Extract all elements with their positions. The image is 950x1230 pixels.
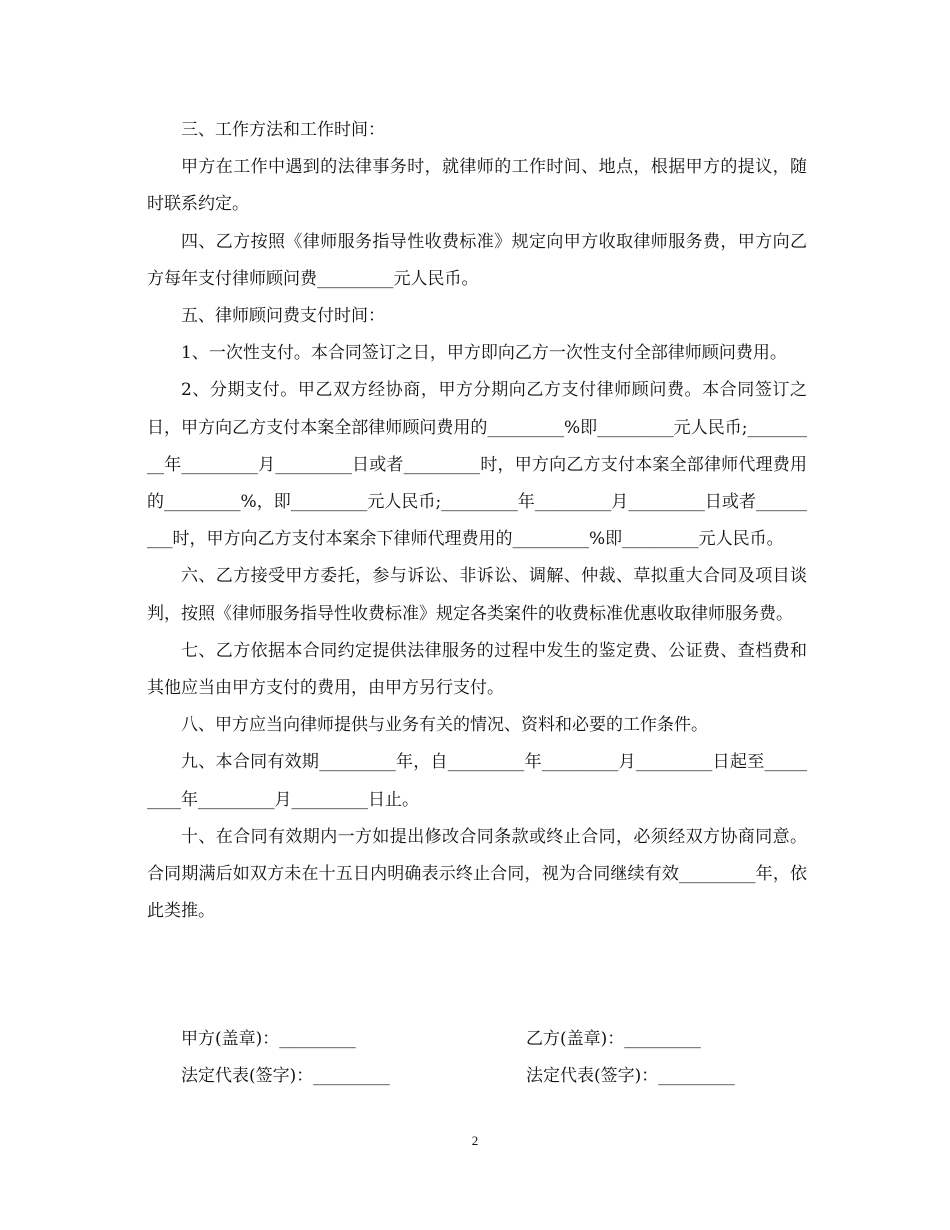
party-b-rep-line: 法定代表(签字)：_________	[526, 1066, 735, 1086]
page-number: 2	[471, 1133, 479, 1148]
section-5-heading: 五、律师顾问费支付时间：	[181, 306, 385, 327]
party-a-rep-line: 法定代表(签字)：_________	[181, 1066, 390, 1086]
section-9-text: 九、本合同有效期_________年，自_________年_________月_________日起至_________年_________月_________日止。	[147, 752, 807, 810]
party-b-seal-line: 乙方(盖章)：_________	[526, 1029, 701, 1049]
section-3-text: 甲方在工作中遇到的法律事务时，就律师的工作时间、地点，根据甲方的提议，随时联系约定。	[147, 157, 807, 215]
section-10-text: 十、在合同有效期内一方如提出修改合同条款或终止合同，必须经双方协商同意。合同期满后如双方未在十五日内明确表示终止合同，视为合同继续有效_________年，依此类推。	[147, 826, 807, 922]
section-6-text: 六、乙方接受甲方委托，参与诉讼、非诉讼、调解、仲裁、草拟重大合同及项目谈判，按照《律师服务指导性收费标准》规定各类案件的收费标准优惠收取律师服务费。	[147, 566, 807, 624]
section-5-item-2: 2、分期支付。甲乙双方经协商，甲方分期向乙方支付律师顾问费。本合同签订之日，甲方向乙方支付本案全部律师顾问费用的_________%即_________元人民币;_________年_________月_________日或者_________时，甲方向乙方支付本案全部律师代理费用的_________%，即_________元人民币;_________年_________月_________日或者_________时，甲方向乙方支付本案余下律师代理费用的_________%即_________元人民币。	[147, 380, 807, 550]
contract-body	[147, 112, 807, 930]
section-5-item-1: 1、一次性支付。本合同签订之日，甲方即向乙方一次性支付全部律师顾问费用。	[181, 343, 787, 364]
section-4-text: 四、乙方按照《律师服务指导性收费标准》规定向甲方收取律师服务费，甲方向乙方每年支付律师顾问费_________元人民币。	[147, 231, 807, 289]
section-3-heading: 三、工作方法和工作时间：	[181, 120, 385, 140]
section-8-text: 八、甲方应当向律师提供与业务有关的情况、资料和必要的工作条件。	[181, 715, 708, 736]
party-a-seal-line: 甲方(盖章)：_________	[181, 1029, 356, 1049]
section-7-text: 七、乙方依据本合同约定提供法律服务的过程中发生的鉴定费、公证费、查档费和其他应当由甲方支付的费用，由甲方另行支付。	[147, 640, 807, 699]
